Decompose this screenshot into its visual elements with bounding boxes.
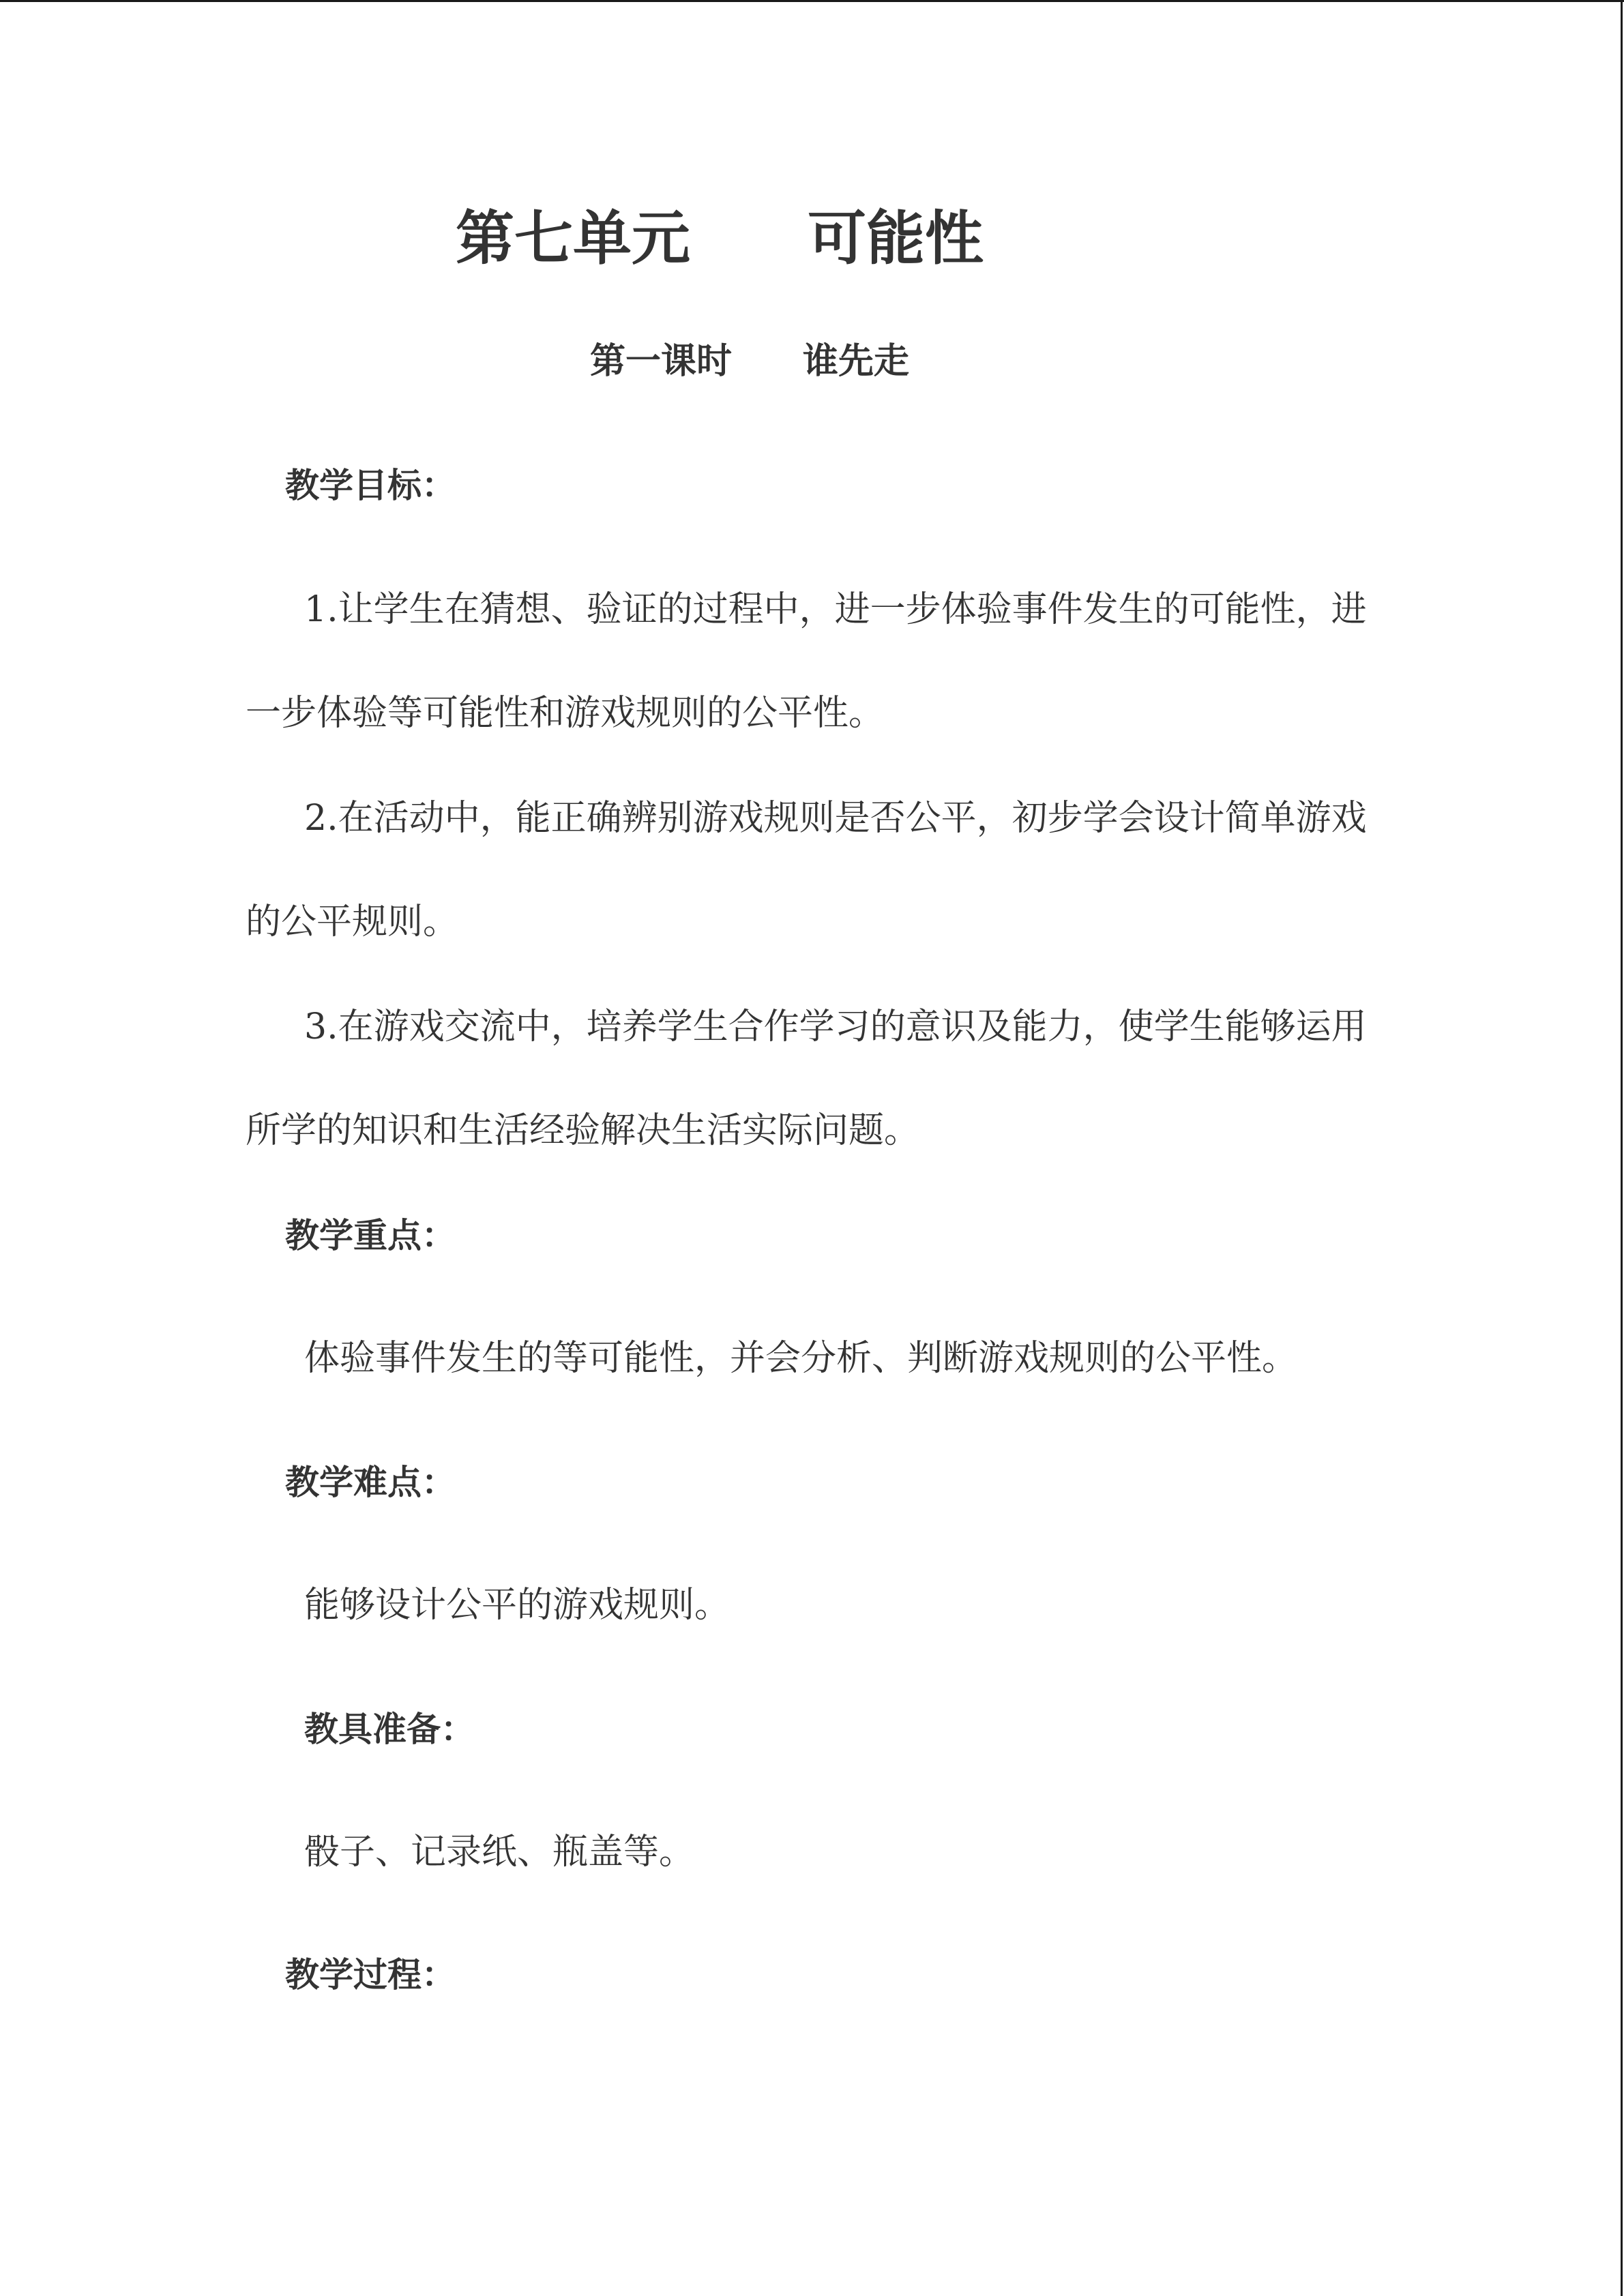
process-heading: 教学过程： <box>285 1955 456 1995</box>
objectives-heading: 教学目标： <box>285 466 456 505</box>
unit-title: 第七单元 可能性 <box>456 205 984 273</box>
materials-text: 骰子、记录纸、瓶盖等。 <box>304 1832 695 1873</box>
objective-item-2: 2.在活动中，能正确辨别游戏规则是否公平，初步学会设计简单游戏的公平规则。 <box>246 798 1367 942</box>
materials-heading: 教具准备： <box>304 1710 475 1749</box>
difficulties-text: 能够设计公平的游戏规则。 <box>304 1585 730 1626</box>
difficulties-heading: 教学难点： <box>285 1463 456 1502</box>
key-points-heading: 教学重点： <box>285 1216 456 1255</box>
objective-item-3: 3.在游戏交流中，培养学生合作学习的意识及能力，使学生能够运用所学的知识和生活经验解决生活实际问题。 <box>246 1007 1367 1151</box>
lesson-title: 第一课时 谁先走 <box>590 341 910 382</box>
objective-item-1: 1.让学生在猜想、验证的过程中，进一步体验事件发生的可能性，进一步体验等可能性和游戏规则的公平性。 <box>246 589 1367 734</box>
key-points-text: 体验事件发生的等可能性，并会分析、判断游戏规则的公平性。 <box>304 1338 1298 1379</box>
page-right-border <box>1621 0 1623 2296</box>
